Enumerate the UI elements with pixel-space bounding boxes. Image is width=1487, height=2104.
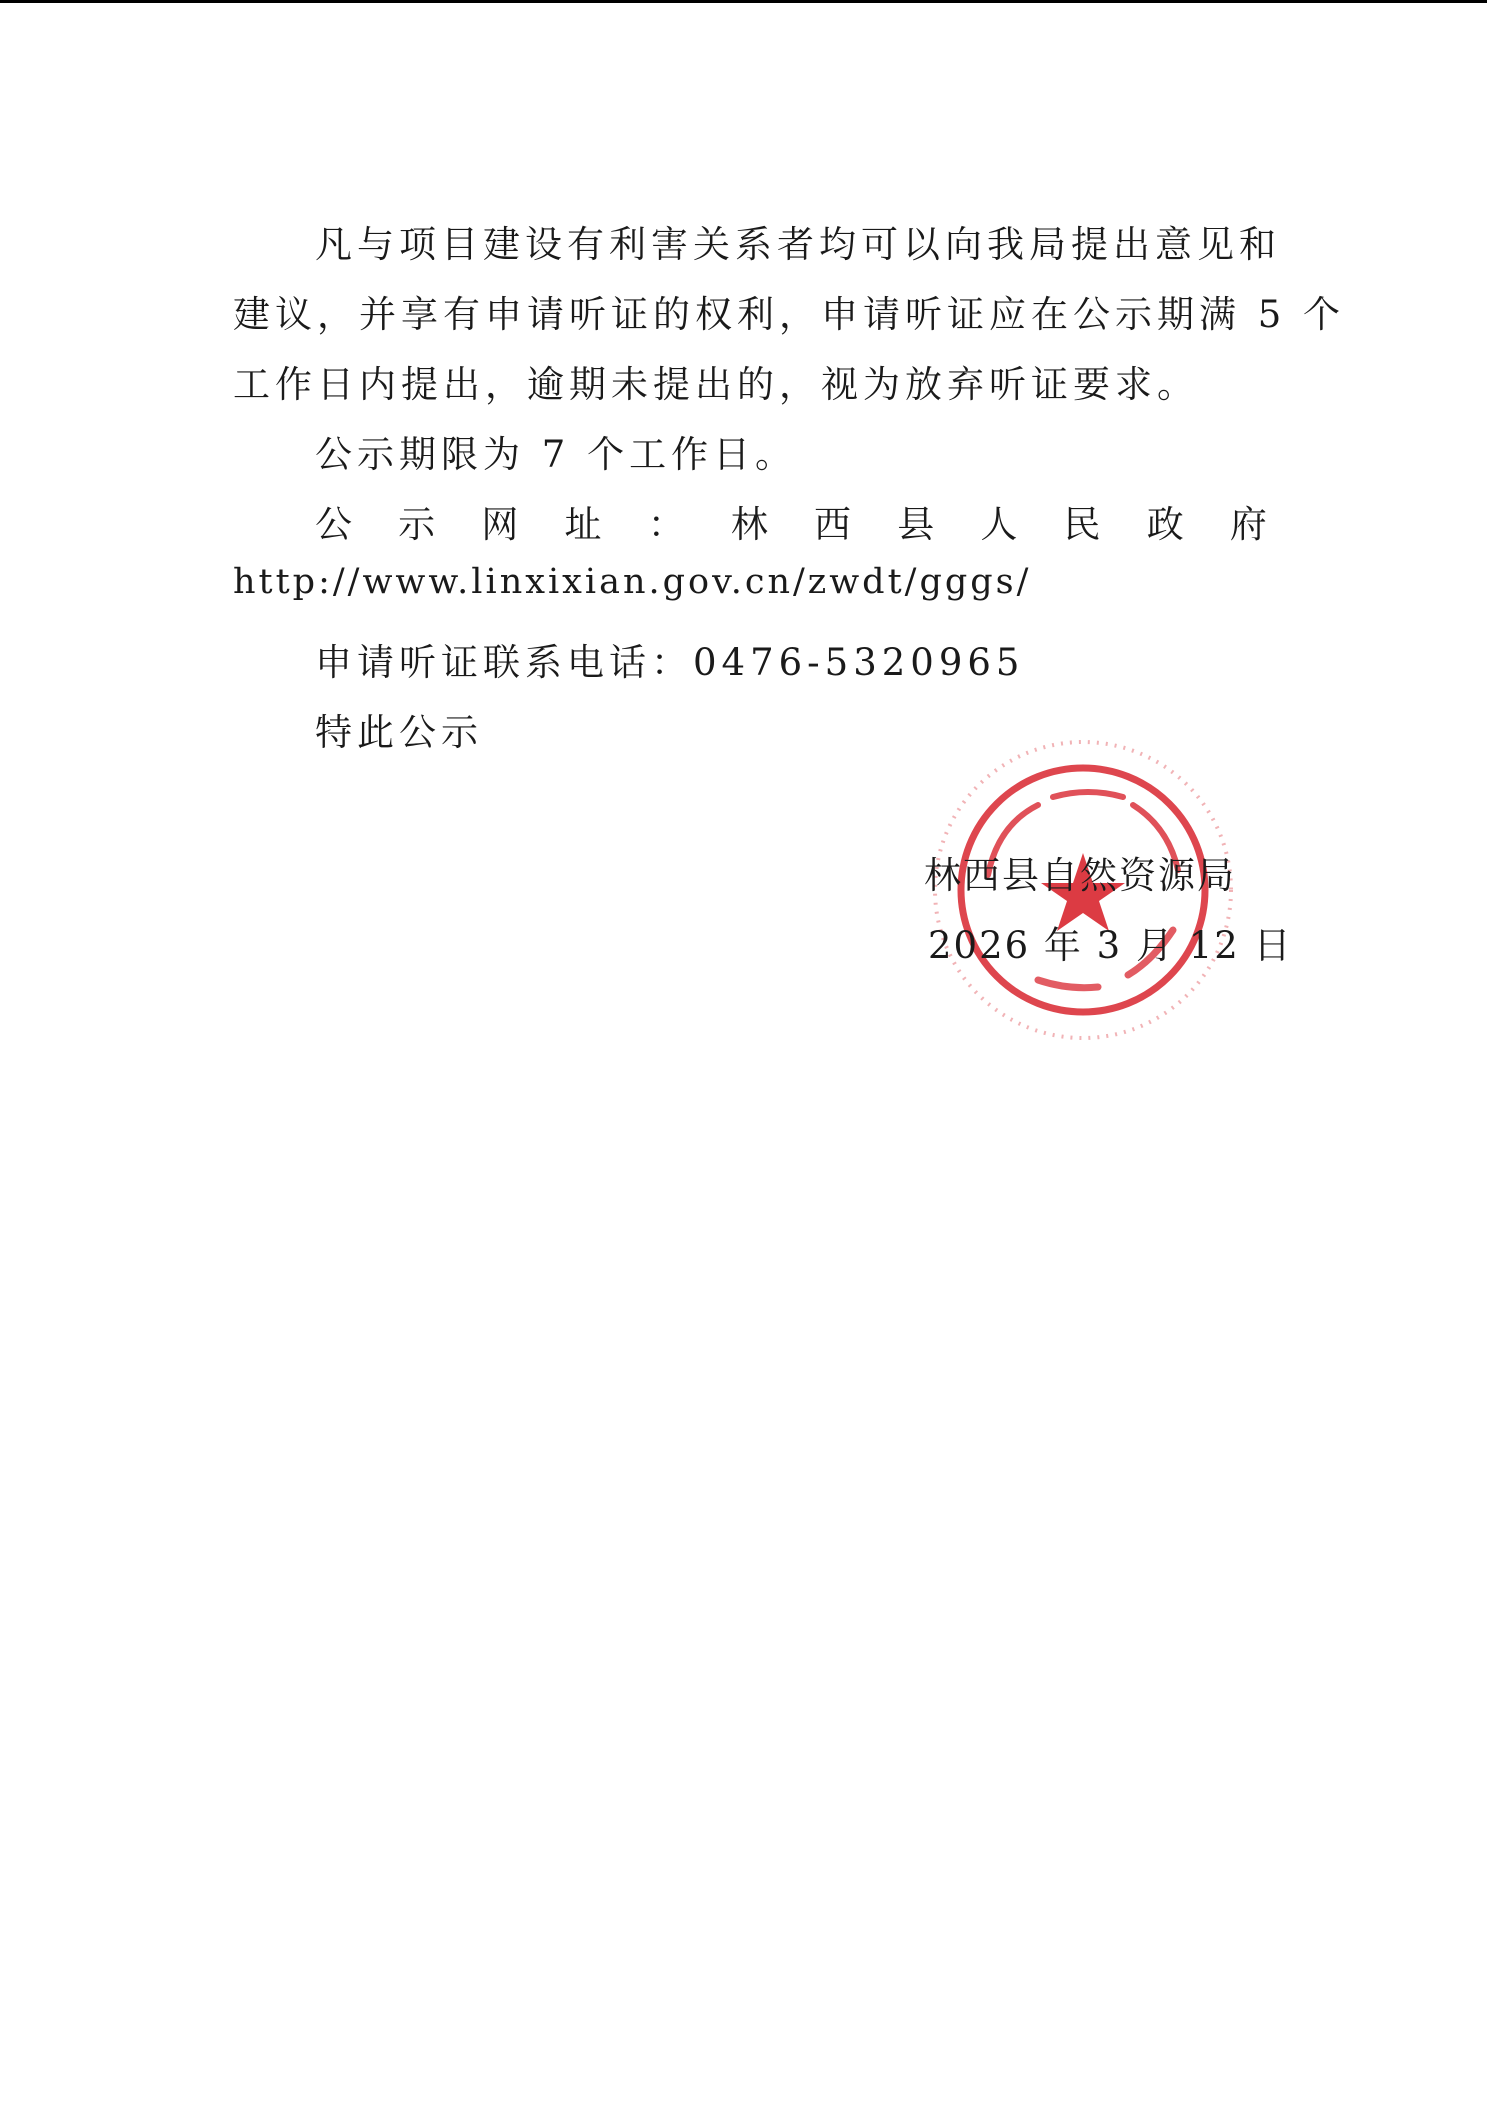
site-label-char: 示 xyxy=(398,503,436,546)
phone-line: 申请听证联系电话：0476-5320965 xyxy=(315,641,1025,684)
site-label-char: 政 xyxy=(1146,503,1184,546)
site-label-char: 公 xyxy=(315,503,352,546)
site-label-char: ： xyxy=(647,503,685,546)
site-label-char: 址 xyxy=(564,503,602,546)
site-label-char: 府 xyxy=(1229,503,1267,546)
issue-date: 2026 年 3 月 12 日 xyxy=(928,924,1293,967)
period-notice: 公示期限为 7 个工作日。 xyxy=(315,433,798,476)
website-url[interactable]: http://www.linxixian.gov.cn/zwdt/gggs/ xyxy=(233,562,1032,602)
site-label-char: 林 xyxy=(730,503,768,546)
site-label-char: 民 xyxy=(1063,503,1101,546)
paragraph-1-line-3: 工作日内提出，逾期未提出的，视为放弃听证要求。 xyxy=(233,363,1199,406)
site-label-char: 西 xyxy=(814,503,852,546)
paragraph-1-line-2: 建议，并享有申请听证的权利，申请听证应在公示期满 5 个 xyxy=(233,293,1346,336)
website-label xyxy=(315,494,1267,548)
issuer-name: 林西县自然资源局 xyxy=(924,854,1236,897)
paragraph-1-line-1: 凡与项目建设有利害关系者均可以向我局提出意见和 xyxy=(315,223,1281,266)
site-label-char: 县 xyxy=(897,503,935,546)
closing-text: 特此公示 xyxy=(315,711,483,754)
page-top-border xyxy=(0,0,1487,3)
site-label-char: 人 xyxy=(980,503,1018,546)
site-label-char: 网 xyxy=(481,503,519,546)
